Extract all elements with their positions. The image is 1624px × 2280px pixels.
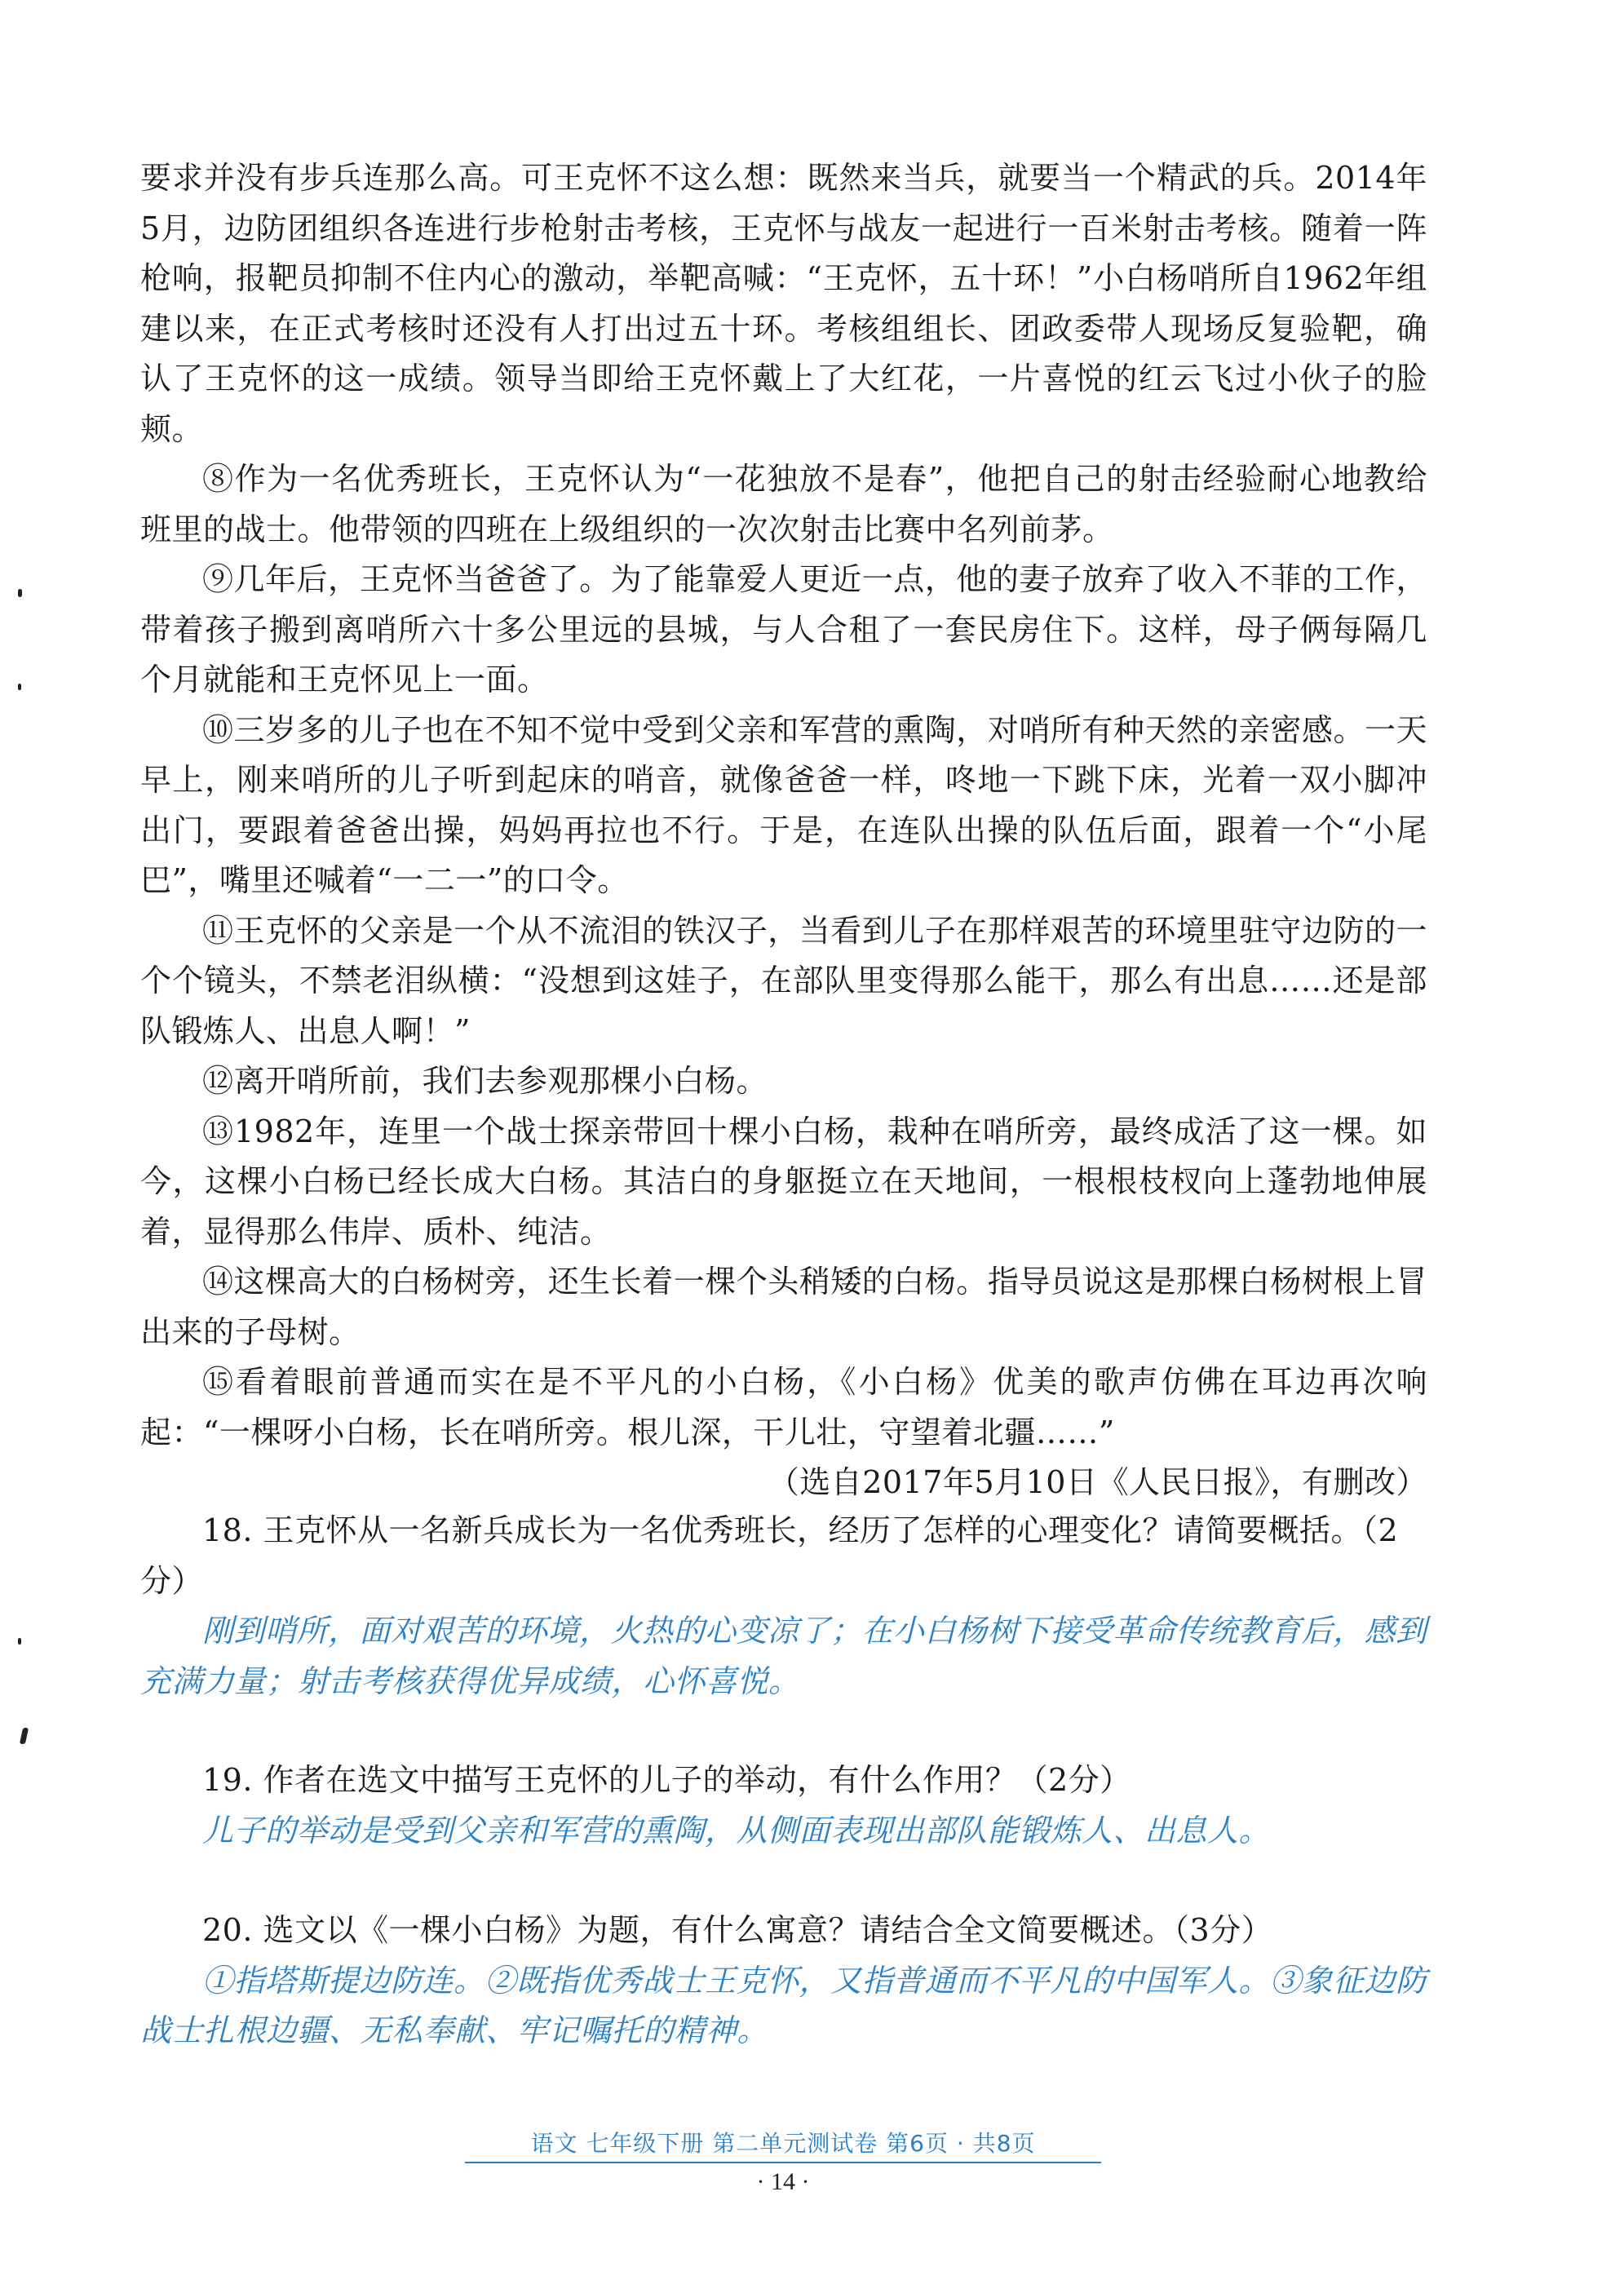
passage-paragraph-12: ⑫离开哨所前，我们去参观那棵小白杨。	[202, 1063, 768, 1099]
scan-mark	[18, 589, 22, 597]
page-number: · 14 ·	[756, 2168, 810, 2195]
scan-mark	[18, 684, 21, 690]
reading-passage	[140, 153, 1427, 1508]
passage-paragraph-13: ⑬1982年，连里一个战士探亲带回十棵小白杨，栽种在哨所旁，最终成活了这一棵。如今，这棵小白杨已经长成大白杨。其洁白的身躯挺立在天地间，一根根枝杈向上蓬勃地伸展着，显得那么伟岸、质朴、纯洁。	[140, 1113, 1427, 1250]
passage-paragraph-15: ⑮看着眼前普通而实在是不平凡的小白杨，《小白杨》优美的歌声仿佛在耳边再次响起：“一棵呀小白杨，长在哨所旁。根儿深，干儿壮，守望着北疆……”	[140, 1364, 1427, 1450]
scan-mark	[18, 1638, 21, 1645]
question-19-answer: 儿子的举动是受到父亲和军营的熏陶，从侧面表现出部队能锻炼人、出息人。	[202, 1812, 1271, 1848]
passage-paragraph-14: ⑭这棵高大的白杨树旁，还生长着一棵个头稍矮的白杨。指导员说这是那棵白杨树根上冒出来的子母树。	[140, 1264, 1427, 1350]
passage-source: （选自2017年5月10日《人民日报》，有删改）	[768, 1464, 1427, 1500]
question-20-text: 20. 选文以《一棵小白杨》为题，有什么寓意？请结合全文简要概述。（3分）	[202, 1912, 1273, 1948]
footer-course-info: 语文 七年级下册 第二单元测试卷 第6页 · 共8页	[465, 2126, 1101, 2163]
question-19-text: 19. 作者在选文中描写王克怀的儿子的举动，有什么作用？（2分）	[202, 1762, 1131, 1798]
question-18	[140, 1506, 1427, 1707]
question-18-text: 18. 王克怀从一名新兵成长为一名优秀班长，经历了怎样的心理变化？请简要概括。（2分）	[140, 1512, 1399, 1599]
passage-paragraph-8: ⑧作为一名优秀班长，王克怀认为“一花独放不是春”，他把自己的射击经验耐心地教给班里的战士。他带领的四班在上级组织的一次次射击比赛中名列前茅。	[140, 461, 1427, 547]
scan-mark	[20, 1728, 29, 1744]
passage-paragraph-9: ⑨几年后，王克怀当爸爸了。为了能靠爱人更近一点，他的妻子放弃了收入不菲的工作，带着孩子搬到离哨所六十多公里远的县城，与人合租了一套民房住下。这样，母子俩每隔几个月就能和王克怀见上一面。	[140, 561, 1427, 697]
passage-paragraph-continued: 要求并没有步兵连那么高。可王克怀不这么想：既然来当兵，就要当一个精武的兵。2014年5月，边防团组织各连进行步枪射击考核，王克怀与战友一起进行一百米射击考核。随着一阵枪响，报靶员抑制不住内心的激动，举靶高喊：“王克怀，五十环！”小白杨哨所自1962年组建以来，在正式考核时还没有人打出过五十环。考核组组长、团政委带人现场反复验靶，确认了王克怀的这一成绩。领导当即给王克怀戴上了大红花，一片喜悦的红云飞过小伙子的脸颊。	[140, 160, 1427, 447]
question-18-answer: 刚到哨所，面对艰苦的环境，火热的心变凉了；在小白杨树下接受革命传统教育后，感到充满力量；射击考核获得优异成绩，心怀喜悦。	[140, 1613, 1427, 1699]
question-20-answer: ①指塔斯提边防连。②既指优秀战士王克怀，又指普通而不平凡的中国军人。③象征边防战士扎根边疆、无私奉献、牢记嘱托的精神。	[140, 1962, 1427, 2048]
passage-paragraph-10: ⑩三岁多的儿子也在不知不觉中受到父亲和军营的熏陶，对哨所有种天然的亲密感。一天早上，刚来哨所的儿子听到起床的哨音，就像爸爸一样，咚地一下跳下床，光着一双小脚冲出门，要跟着爸爸出操，妈妈再拉也不行。于是，在连队出操的队伍后面，跟着一个“小尾巴”，嘴里还喊着“一二一”的口令。	[140, 711, 1427, 898]
question-20	[140, 1906, 1427, 2056]
question-19	[140, 1755, 1427, 1856]
passage-paragraph-11: ⑪王克怀的父亲是一个从不流泪的铁汉子，当看到儿子在那样艰苦的环境里驻守边防的一个个镜头，不禁老泪纵横：“没想到这娃子，在部队里变得那么能干，那么有出息……还是部队锻炼人、出息人啊！”	[140, 912, 1427, 1049]
